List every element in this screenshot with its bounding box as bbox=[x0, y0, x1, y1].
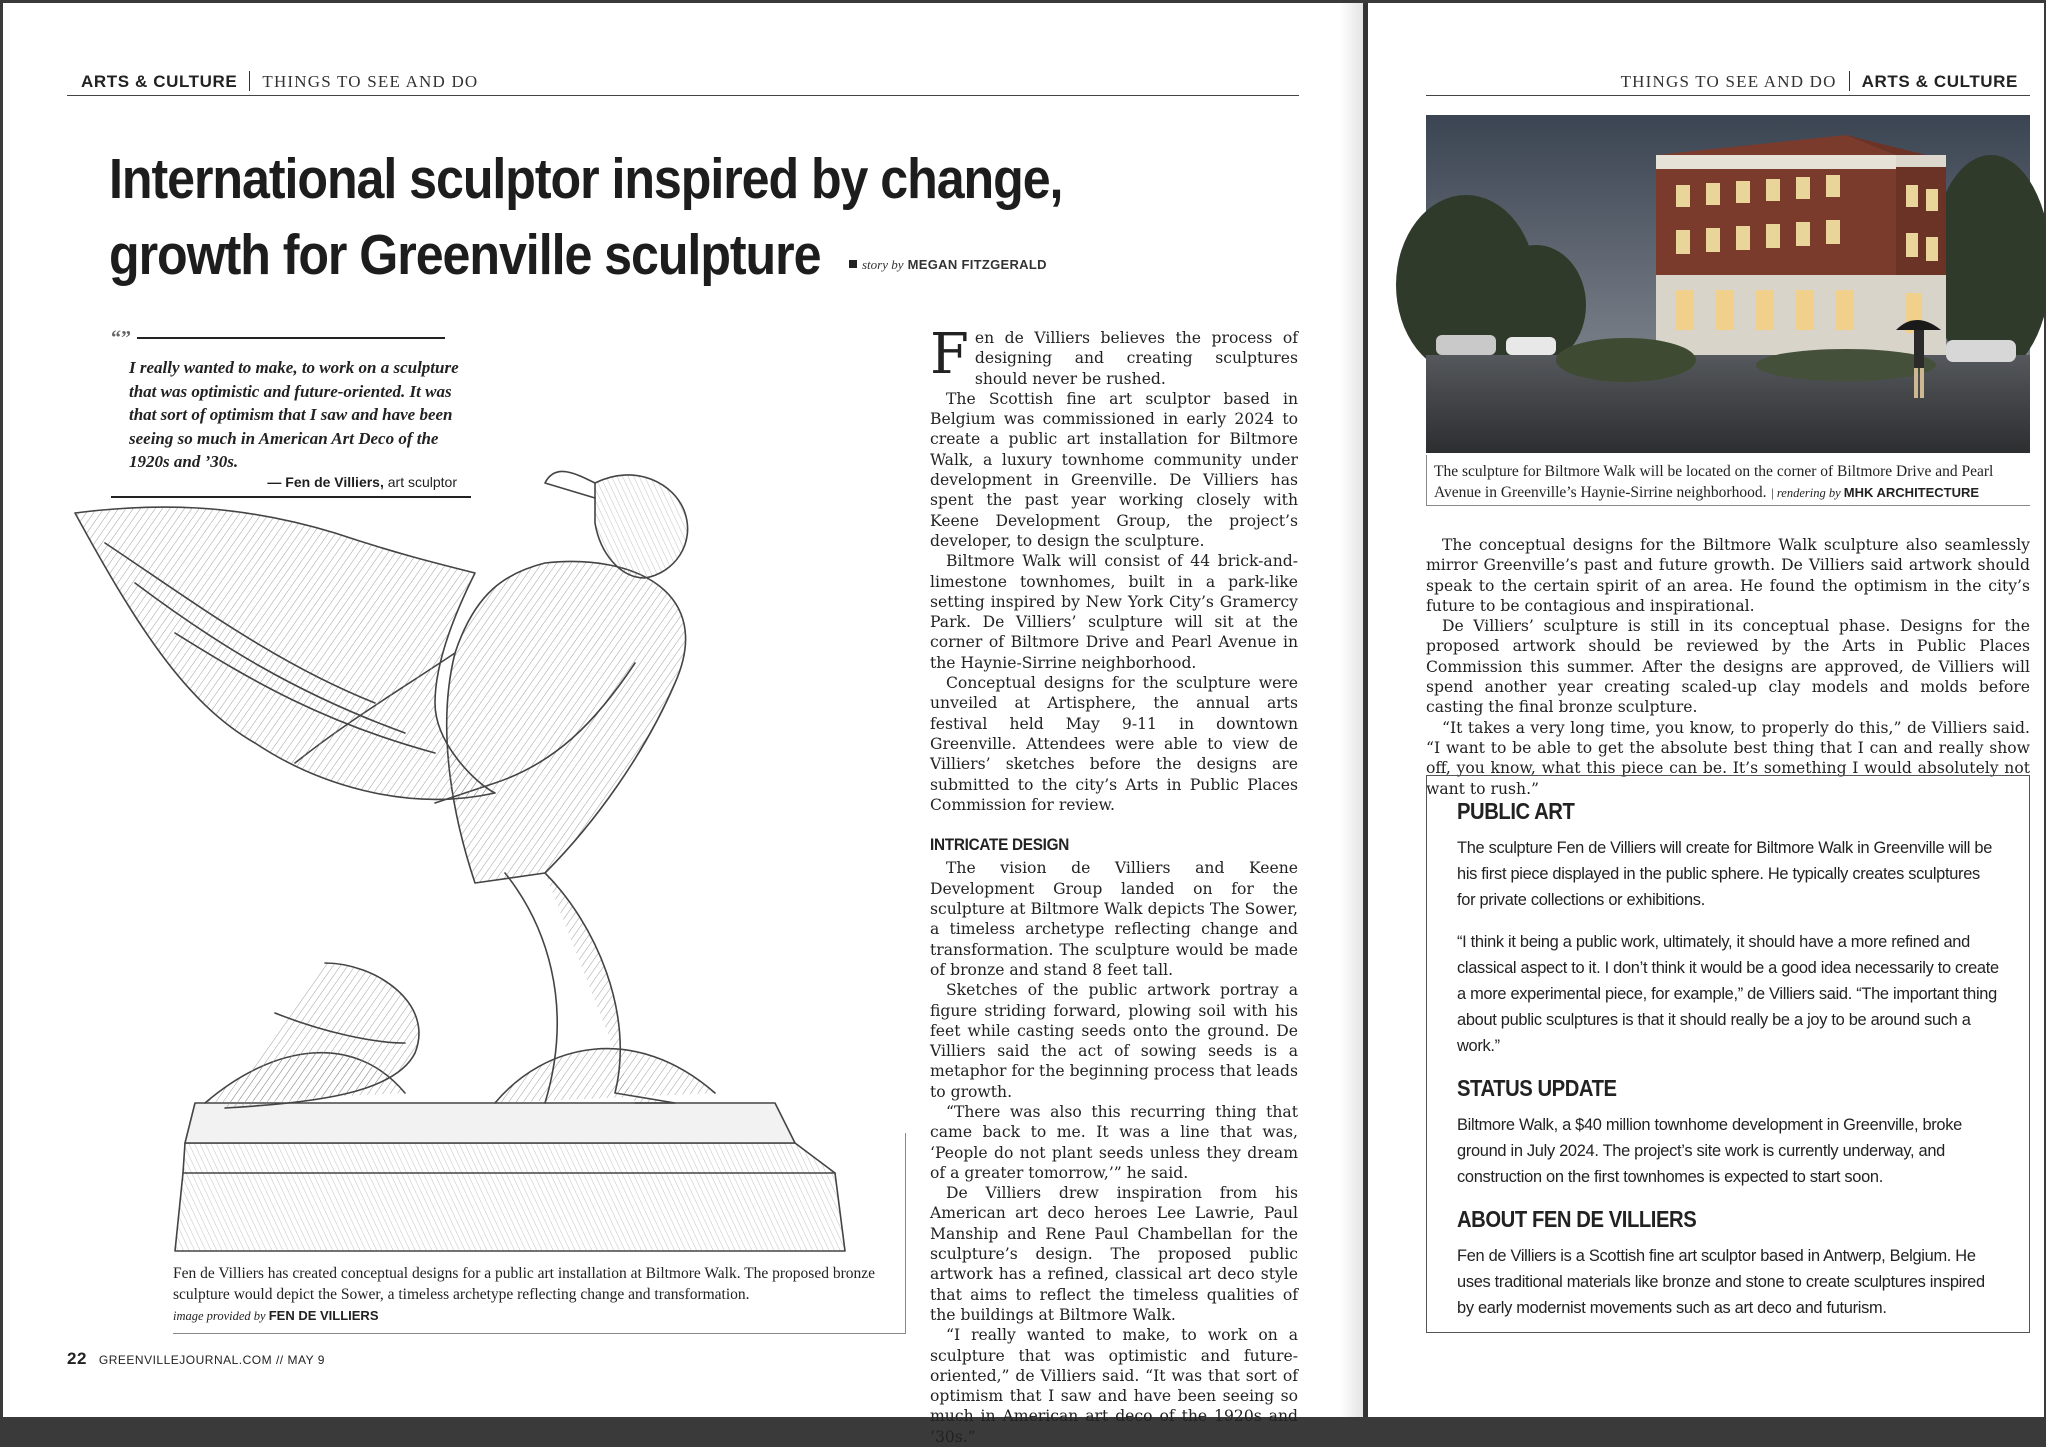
body-paragraph: De Villiers drew inspiration from his American art deco heroes Lee Lawrie, Paul Manship and Rene Paul Chambellan for the sculpture’s design. The proposed public artwork has a refined, classical art deco style that aims to reflect the timeless qualities of the buildings at Biltmore Walk. bbox=[930, 1184, 1298, 1324]
left-page bbox=[3, 3, 1363, 1446]
body-paragraph: Conceptual designs for the sculpture were unveiled at Artisphere, the annual arts festival held May 9-11 in downtown Greenville. Attendees were able to view de Villiers’ sketches before the designs are submitted to the city’s Arts in Public Places Commission for review. bbox=[930, 674, 1298, 814]
body-paragraph: De Villiers’ sculpture is still in its conceptual phase. Designs for the proposed artwork should be reviewed by the Arts in Public Places Commission this summer. After the designs are approved, de Villiers will spend another year creating scaled-up clay models and molds before casting the final bronze sculpture. bbox=[1426, 617, 2030, 717]
section-header-right bbox=[1621, 71, 2018, 92]
headline-line-1: International sculptor inspired by change, bbox=[109, 147, 1063, 211]
byline bbox=[849, 257, 1047, 273]
headline-line-2: growth for Greenville sculpture bbox=[109, 223, 821, 287]
subsection-label: THINGS TO SEE AND DO bbox=[1620, 72, 1837, 91]
sidebar-heading-about: ABOUT FEN DE VILLIERS bbox=[1457, 1206, 1697, 1232]
sidebar-paragraph: Biltmore Walk, a $40 million townhome development in Greenville, broke ground in July 2024. The project’s site work is currently underway, and construction on the first townhomes is expected to start soon. bbox=[1457, 1116, 1962, 1186]
sidebar-paragraph: Fen de Villiers is a Scottish fine art sculptor based in Antwerp, Belgium. He uses traditional materials like bronze and stone to create sculptures inspired by early modernist movements such as art deco and futurism. bbox=[1457, 1247, 1985, 1317]
body-paragraph: “I really wanted to make, to work on a sculpture that was optimistic and future-oriented,” de Villiers said. “It was that sort of optimism that I saw and have been seeing so much in American art deco of the 1920s and ’30s.” bbox=[930, 1326, 1298, 1446]
folio-site: GREENVILLEJOURNAL.COM // MAY 9 bbox=[98, 1353, 325, 1367]
image-caption-left bbox=[173, 1263, 893, 1327]
body-paragraph: “There was also this recurring thing that came back to me. It was a line that was, ‘People do not plant seeds unless they dream of a greater tomorrow,’” he said. bbox=[930, 1102, 1298, 1182]
photo-caption bbox=[1434, 461, 2030, 504]
byline-author: MEGAN FITZGERALD bbox=[907, 257, 1047, 272]
body-paragraph: Sketches of the public artwork portray a figure striding forward, plowing soil with his feet while casting seeds onto the ground. De Villiers said the act of sowing seeds is a metaphor for the beginning process that leads to growth. bbox=[930, 981, 1298, 1101]
quote-marks-icon: “” bbox=[111, 327, 131, 349]
biltmore-walk-rendering-photo bbox=[1426, 115, 2030, 453]
sidebar-heading-public-art: PUBLIC ART bbox=[1457, 798, 1575, 824]
body-column-right bbox=[1426, 535, 2030, 799]
info-sidebar bbox=[1426, 775, 2030, 1333]
sidebar-heading-status-update: STATUS UPDATE bbox=[1457, 1075, 1617, 1101]
sower-sculpture-sketch bbox=[75, 403, 915, 1273]
section-header bbox=[81, 71, 478, 92]
section-label: ARTS & CULTURE bbox=[1861, 72, 2018, 91]
subsection-label: THINGS TO SEE AND DO bbox=[262, 72, 479, 91]
byline-prefix: story by bbox=[862, 257, 904, 272]
sidebar-paragraph: “I think it being a public work, ultimately, it should have a more refined and classical aspect to it. I don’t think it would be a good idea necessarily to create a more experimental piece, for example,” de Villiers said. “The important thing about public sculptures is that it should really be a joy to be around such a work.” bbox=[1457, 933, 1999, 1055]
body-paragraph: “It takes a very long time, you know, to properly do this,” de Villiers said. “I want to be able to get the absolute best thing that I can and really show off, you know, what this piece can be. It’s something I would absolutely not want to rush.” bbox=[1426, 718, 2030, 798]
image-caption-text: Fen de Villiers has created conceptual designs for a public art installation at Biltmore Walk. The proposed bronze sculpture would depict the Sower, a timeless archetype reflecting change and transformation. bbox=[173, 1265, 876, 1303]
section-label: ARTS & CULTURE bbox=[81, 72, 238, 91]
body-column-left: Fen de Villiers believes the process of designing and creating sculptures should never be rushed. The Scottish fine art sculptor based in Belgium was commissioned in early 2024 to create a public art installation for Biltmore Walk, a luxury townhome community under development in Greenville. De Villiers has spent the past year working closely with Keene Development Group, the project’s developer, to design the sculpture. Biltmore Walk will consist of 44 brick-and-limestone townhomes, built in a park-like setting inspired by New York City’s Gramercy Park. De Villiers’ sculpture will sit at the corner of Biltmore Drive and Pearl Avenue in the Haynie-Sirrine neighborhood. Conceptual designs for the sculpture were unveiled at Artisphere, the annual arts festival held May 9-11 in downtown Greenville. Attendees were able to view de Villiers’ sketches before the designs are submitted to the city’s Arts in Public Places Commission for review. INTRICATE DESIGN The vision de Villiers and Keene Development Group landed on for the sculpture at Biltmore Walk depicts The Sower, a timeless archetype reflecting change and transformation. The sculpture would be made of bronze and stand 8 feet tall. Sketches of the public artwork portray a figure striding forward, plowing soil with his feet while casting seeds onto the ground. De Villiers said the act of sowing seeds is a metaphor for the beginning process that leads to growth. “There was also this recurring thing that came back to me. It was a line that was, ‘People do not plant seeds unless they dream of a greater tomorrow,’” he said. De Villiers drew inspiration from his American art deco heroes Lee Lawrie, Paul Manship and Rene Paul Chambellan for the sculpture’s design. The proposed public artwork has a refined, classical art deco style that aims to reflect the timeless qualities of the buildings at Biltmore Walk. “I really wanted to make, to work on a sculpture that was optimistic and future-oriented,” de Villiers said. “It was that sort of optimism that I saw and have been seeing so much in American art deco of the 1920s and ’30s.” bbox=[930, 322, 1298, 1446]
body-paragraph: The Scottish fine art sculptor based in Belgium was commissioned in early 2024 to create a public art installation for Biltmore Walk, a luxury townhome community under development in Greenville. De Villiers has spent the past year working closely with Keene Development Group, the project’s developer, to design the sculpture. bbox=[930, 389, 1298, 550]
subhead: INTRICATE DESIGN bbox=[930, 835, 1070, 855]
folio bbox=[67, 1349, 325, 1369]
pull-quote-attribution: — Fen de Villiers, art sculptor bbox=[267, 473, 457, 490]
right-page bbox=[1368, 3, 2044, 1417]
page-number: 22 bbox=[67, 1349, 87, 1368]
sidebar-paragraph: The sculpture Fen de Villiers will create for Biltmore Walk in Greenville will be his first piece displayed in the public sphere. He typically creates sculptures for private collections or exhibitions. bbox=[1457, 839, 1993, 909]
body-paragraph: The conceptual designs for the Biltmore Walk sculpture also seamlessly mirror Greenville’s past and future growth. De Villiers said artwork should speak to the certain spirit of an area. He found the optimism in the city’s future to be contagious and inspirational. bbox=[1426, 536, 2030, 615]
image-credit: image provided by FEN DE VILLIERS bbox=[173, 1308, 379, 1323]
header-rule bbox=[67, 95, 1299, 96]
photo-credit: | rendering by MHK ARCHITECTURE bbox=[1770, 485, 1980, 500]
body-paragraph: Biltmore Walk will consist of 44 brick-and-limestone townhomes, built in a park-like setting inspired by New York City’s Gramercy Park. De Villiers’ sculpture will sit at the corner of Biltmore Drive and Pearl Avenue in the Haynie-Sirrine neighborhood. bbox=[930, 552, 1298, 672]
body-paragraph: The vision de Villiers and Keene Development Group landed on for the sculpture at Biltmore Walk depicts The Sower, a timeless archetype reflecting change and transformation. The sculpture would be made of bronze and stand 8 feet tall. bbox=[930, 859, 1298, 979]
header-rule bbox=[1426, 95, 2030, 96]
drop-cap: F bbox=[930, 322, 969, 387]
photo-caption-text: The sculpture for Biltmore Walk will be located on the corner of Biltmore Drive and Pearl Avenue in Greenville’s Haynie-Sirrine neighborhood. bbox=[1434, 463, 1994, 501]
pull-quote-text: I really wanted to make, to work on a sculpture that was optimistic and future-oriented. It was that sort of optimism that I saw and have been seeing so much in American Art Deco of the 1920s and ’30s. bbox=[129, 358, 459, 471]
